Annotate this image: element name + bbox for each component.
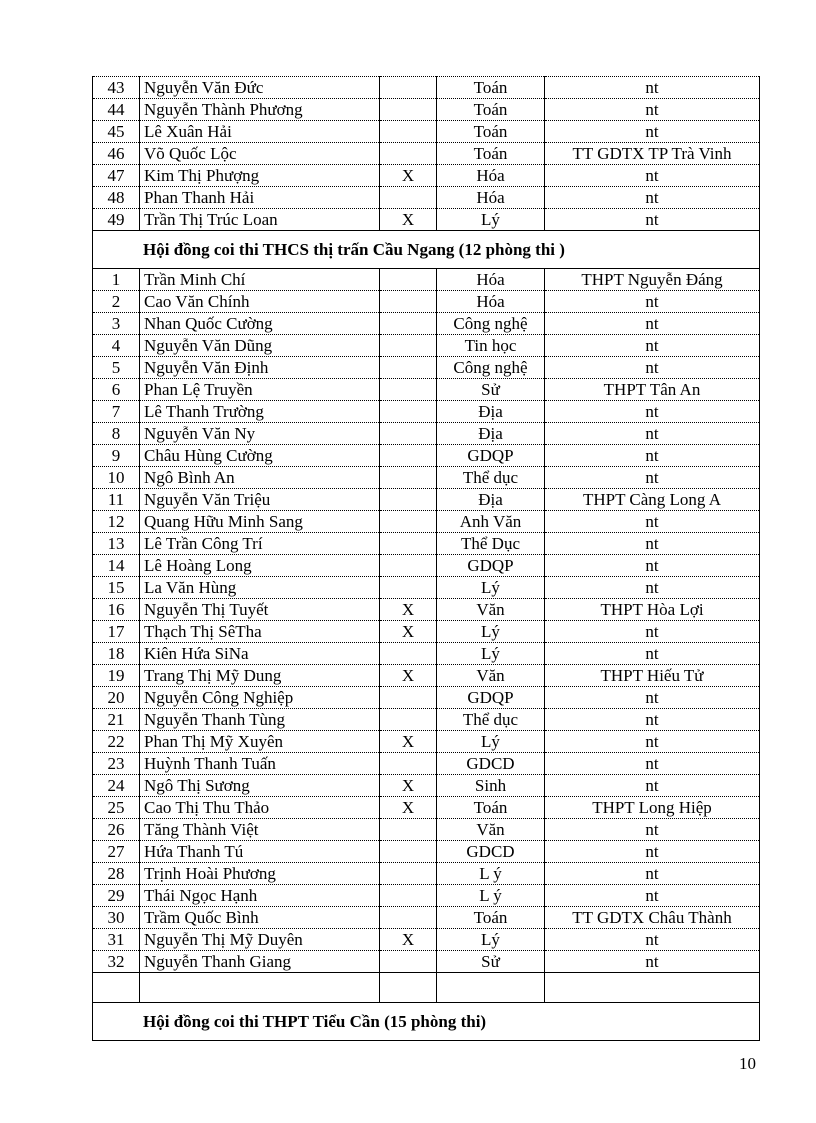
row-number: 45: [93, 121, 140, 143]
school: TT GDTX TP Trà Vinh: [545, 143, 760, 165]
table-row: [93, 753, 760, 775]
school: nt: [545, 643, 760, 665]
teacher-name: Trần Minh Chí: [140, 269, 380, 291]
female-mark: [380, 753, 437, 775]
subject: GDQP: [437, 687, 545, 709]
subject: Toán: [437, 121, 545, 143]
teacher-name: Quang Hữu Minh Sang: [140, 511, 380, 533]
female-mark: X: [380, 165, 437, 187]
table-row: [93, 165, 760, 187]
row-number: 11: [93, 489, 140, 511]
row-number: 49: [93, 209, 140, 231]
table-row: [93, 665, 760, 687]
row-number: 48: [93, 187, 140, 209]
female-mark: [380, 313, 437, 335]
teacher-name: Phan Thị Mỹ Xuyên: [140, 731, 380, 753]
teacher-name: Ngô Thị Sương: [140, 775, 380, 797]
row-number: 25: [93, 797, 140, 819]
teacher-name: Lê Hoàng Long: [140, 555, 380, 577]
school: nt: [545, 445, 760, 467]
subject: Sử: [437, 951, 545, 973]
table-row: [93, 797, 760, 819]
row-number: 43: [93, 77, 140, 99]
female-mark: [380, 269, 437, 291]
row-number: 24: [93, 775, 140, 797]
school: nt: [545, 863, 760, 885]
subject: Toán: [437, 99, 545, 121]
row-number: 27: [93, 841, 140, 863]
teacher-name: Nhan Quốc Cường: [140, 313, 380, 335]
female-mark: [380, 819, 437, 841]
teacher-name: Châu Hùng Cường: [140, 445, 380, 467]
school: nt: [545, 621, 760, 643]
row-number: 47: [93, 165, 140, 187]
table-row: [93, 187, 760, 209]
female-mark: X: [380, 599, 437, 621]
female-mark: X: [380, 731, 437, 753]
teacher-name: Nguyễn Văn Dũng: [140, 335, 380, 357]
school: TT GDTX Châu Thành: [545, 907, 760, 929]
row-number: 4: [93, 335, 140, 357]
table-row: [93, 599, 760, 621]
table-row: [93, 445, 760, 467]
row-number: 17: [93, 621, 140, 643]
row-number: 6: [93, 379, 140, 401]
subject: Địa: [437, 489, 545, 511]
table-row: [93, 929, 760, 951]
school: THPT Hòa Lợi: [545, 599, 760, 621]
subject: GDQP: [437, 555, 545, 577]
table-row: [93, 379, 760, 401]
teacher-name: Lê Xuân Hải: [140, 121, 380, 143]
teacher-name: Cao Thị Thu Thảo: [140, 797, 380, 819]
school: nt: [545, 709, 760, 731]
spacer-block: [93, 973, 760, 1003]
teacher-name: Nguyễn Văn Đức: [140, 77, 380, 99]
teacher-name: Nguyễn Công Nghiệp: [140, 687, 380, 709]
table-row: [93, 511, 760, 533]
female-mark: [380, 555, 437, 577]
subject: Toán: [437, 143, 545, 165]
teacher-name: Thạch Thị SêTha: [140, 621, 380, 643]
school: nt: [545, 731, 760, 753]
female-mark: [380, 445, 437, 467]
school: nt: [545, 687, 760, 709]
teacher-name: Cao Văn Chính: [140, 291, 380, 313]
school: THPT Long Hiệp: [545, 797, 760, 819]
teacher-name: Nguyễn Thanh Tùng: [140, 709, 380, 731]
teacher-name: Võ Quốc Lộc: [140, 143, 380, 165]
subject: Hóa: [437, 269, 545, 291]
table-row: [93, 335, 760, 357]
female-mark: [380, 143, 437, 165]
row-number: 46: [93, 143, 140, 165]
table-row: [93, 907, 760, 929]
school: nt: [545, 841, 760, 863]
row-number: 10: [93, 467, 140, 489]
table-row: [93, 357, 760, 379]
table-row: [93, 555, 760, 577]
table-row: [93, 731, 760, 753]
table-row: [93, 577, 760, 599]
page-number: 10: [739, 1054, 756, 1073]
female-mark: X: [380, 775, 437, 797]
table-row: [93, 819, 760, 841]
school: nt: [545, 121, 760, 143]
table-row: [93, 401, 760, 423]
subject: Lý: [437, 577, 545, 599]
subject: Toán: [437, 907, 545, 929]
school: nt: [545, 187, 760, 209]
teacher-name: Lê Thanh Trường: [140, 401, 380, 423]
subject: Lý: [437, 643, 545, 665]
female-mark: [380, 335, 437, 357]
school: nt: [545, 357, 760, 379]
teacher-name: Kim Thị Phượng: [140, 165, 380, 187]
subject: Văn: [437, 665, 545, 687]
teacher-name: Nguyễn Văn Định: [140, 357, 380, 379]
teacher-name: La Văn Hùng: [140, 577, 380, 599]
row-number: 22: [93, 731, 140, 753]
subject: GDQP: [437, 445, 545, 467]
school: nt: [545, 77, 760, 99]
table-row: [93, 269, 760, 291]
row-number: 9: [93, 445, 140, 467]
school: nt: [545, 775, 760, 797]
row-number: 28: [93, 863, 140, 885]
table-row: [93, 423, 760, 445]
school: nt: [545, 819, 760, 841]
table-row: [93, 863, 760, 885]
row-number: 32: [93, 951, 140, 973]
teacher-name: Huỳnh Thanh Tuấn: [140, 753, 380, 775]
female-mark: [380, 401, 437, 423]
teacher-name: Tăng Thành Việt: [140, 819, 380, 841]
table-row: [93, 687, 760, 709]
female-mark: [380, 951, 437, 973]
subject: Thể dục: [437, 709, 545, 731]
female-mark: [380, 379, 437, 401]
subject: GDCD: [437, 841, 545, 863]
teacher-name: Trịnh Hoài Phương: [140, 863, 380, 885]
teacher-name: Trần Thị Trúc Loan: [140, 209, 380, 231]
teacher-name: Hứa Thanh Tú: [140, 841, 380, 863]
teacher-name: Trầm Quốc Bình: [140, 907, 380, 929]
female-mark: [380, 841, 437, 863]
female-mark: [380, 907, 437, 929]
school: nt: [545, 99, 760, 121]
school: THPT Hiếu Tử: [545, 665, 760, 687]
table-row: [93, 775, 760, 797]
subject: Toán: [437, 77, 545, 99]
table-row: [93, 291, 760, 313]
school: THPT Nguyễn Đáng: [545, 269, 760, 291]
subject: L ý: [437, 885, 545, 907]
teacher-name: Nguyễn Văn Triệu: [140, 489, 380, 511]
teacher-name: Ngô Bình An: [140, 467, 380, 489]
table-row: [93, 533, 760, 555]
subject: Công nghệ: [437, 313, 545, 335]
school: THPT Càng Long A: [545, 489, 760, 511]
subject: Lý: [437, 621, 545, 643]
table-row: [93, 643, 760, 665]
row-number: 14: [93, 555, 140, 577]
council-title-tieu-can: Hội đồng coi thi THPT Tiểu Cần (15 phòng thi): [93, 1003, 760, 1041]
female-mark: [380, 577, 437, 599]
school: nt: [545, 467, 760, 489]
subject: Lý: [437, 731, 545, 753]
subject: Thể Dục: [437, 533, 545, 555]
table-row: [93, 885, 760, 907]
female-mark: X: [380, 797, 437, 819]
table-row: [93, 467, 760, 489]
table-row: [93, 99, 760, 121]
female-mark: [380, 863, 437, 885]
female-mark: X: [380, 621, 437, 643]
subject: Địa: [437, 401, 545, 423]
row-number: 20: [93, 687, 140, 709]
female-mark: [380, 511, 437, 533]
teacher-name: Nguyễn Văn Ny: [140, 423, 380, 445]
subject: Toán: [437, 797, 545, 819]
row-number: 8: [93, 423, 140, 445]
female-mark: [380, 643, 437, 665]
subject: Văn: [437, 819, 545, 841]
female-mark: [380, 77, 437, 99]
row-number: 3: [93, 313, 140, 335]
school: nt: [545, 401, 760, 423]
female-mark: X: [380, 209, 437, 231]
female-mark: [380, 467, 437, 489]
subject: Sinh: [437, 775, 545, 797]
subject: Lý: [437, 209, 545, 231]
subject: Văn: [437, 599, 545, 621]
teacher-name: Phan Lệ Truyền: [140, 379, 380, 401]
teacher-name: Trang Thị Mỹ Dung: [140, 665, 380, 687]
subject: Công nghệ: [437, 357, 545, 379]
row-number: 13: [93, 533, 140, 555]
council-title-cau-ngang: Hội đồng coi thi THCS thị trấn Cầu Ngang (12 phòng thi ): [93, 231, 760, 269]
female-mark: [380, 709, 437, 731]
school: nt: [545, 533, 760, 555]
female-mark: [380, 187, 437, 209]
school: nt: [545, 291, 760, 313]
table-row: [93, 951, 760, 973]
table-row: [93, 313, 760, 335]
row-number: 18: [93, 643, 140, 665]
school: nt: [545, 209, 760, 231]
subject: Hóa: [437, 165, 545, 187]
female-mark: [380, 357, 437, 379]
female-mark: [380, 291, 437, 313]
school: nt: [545, 335, 760, 357]
row-number: 2: [93, 291, 140, 313]
subject: Hóa: [437, 187, 545, 209]
subject: L ý: [437, 863, 545, 885]
row-number: 16: [93, 599, 140, 621]
school: nt: [545, 951, 760, 973]
school: THPT Tân An: [545, 379, 760, 401]
subject: Thể dục: [437, 467, 545, 489]
table-row: [93, 841, 760, 863]
row-number: 26: [93, 819, 140, 841]
female-mark: [380, 423, 437, 445]
female-mark: [380, 687, 437, 709]
subject: Lý: [437, 929, 545, 951]
council-header-1: [93, 231, 760, 269]
teacher-name: Nguyễn Thị Mỹ Duyên: [140, 929, 380, 951]
table-row: [93, 121, 760, 143]
subject: Sử: [437, 379, 545, 401]
row-number: 15: [93, 577, 140, 599]
female-mark: [380, 121, 437, 143]
subject: Hóa: [437, 291, 545, 313]
table-row: [93, 209, 760, 231]
table-row: [93, 489, 760, 511]
subject: Địa: [437, 423, 545, 445]
table-row: [93, 709, 760, 731]
teacher-name: Nguyễn Thị Tuyết: [140, 599, 380, 621]
row-number: 12: [93, 511, 140, 533]
teacher-roster-table: [92, 76, 760, 1041]
row-number: 5: [93, 357, 140, 379]
table-row: [93, 143, 760, 165]
school: nt: [545, 555, 760, 577]
teacher-name: Kiên Hứa SiNa: [140, 643, 380, 665]
teacher-name: Lê Trần Công Trí: [140, 533, 380, 555]
roster-group-a: [93, 77, 760, 231]
row-number: 1: [93, 269, 140, 291]
roster-group-b: [93, 269, 760, 973]
row-number: 7: [93, 401, 140, 423]
table-row: [93, 621, 760, 643]
teacher-name: Phan Thanh Hải: [140, 187, 380, 209]
teacher-name: Thái Ngọc Hạnh: [140, 885, 380, 907]
row-number: 23: [93, 753, 140, 775]
school: nt: [545, 577, 760, 599]
school: nt: [545, 753, 760, 775]
school: nt: [545, 165, 760, 187]
school: nt: [545, 885, 760, 907]
row-number: 31: [93, 929, 140, 951]
school: nt: [545, 511, 760, 533]
school: nt: [545, 423, 760, 445]
subject: Anh Văn: [437, 511, 545, 533]
female-mark: [380, 885, 437, 907]
row-number: 21: [93, 709, 140, 731]
female-mark: [380, 489, 437, 511]
row-number: 30: [93, 907, 140, 929]
row-number: 44: [93, 99, 140, 121]
teacher-name: Nguyễn Thanh Giang: [140, 951, 380, 973]
school: nt: [545, 929, 760, 951]
subject: GDCD: [437, 753, 545, 775]
subject: Tin học: [437, 335, 545, 357]
female-mark: [380, 533, 437, 555]
female-mark: X: [380, 929, 437, 951]
female-mark: [380, 99, 437, 121]
school: nt: [545, 313, 760, 335]
teacher-name: Nguyễn Thành Phương: [140, 99, 380, 121]
female-mark: X: [380, 665, 437, 687]
council-header-2: [93, 1003, 760, 1041]
row-number: 19: [93, 665, 140, 687]
table-row: [93, 77, 760, 99]
row-number: 29: [93, 885, 140, 907]
